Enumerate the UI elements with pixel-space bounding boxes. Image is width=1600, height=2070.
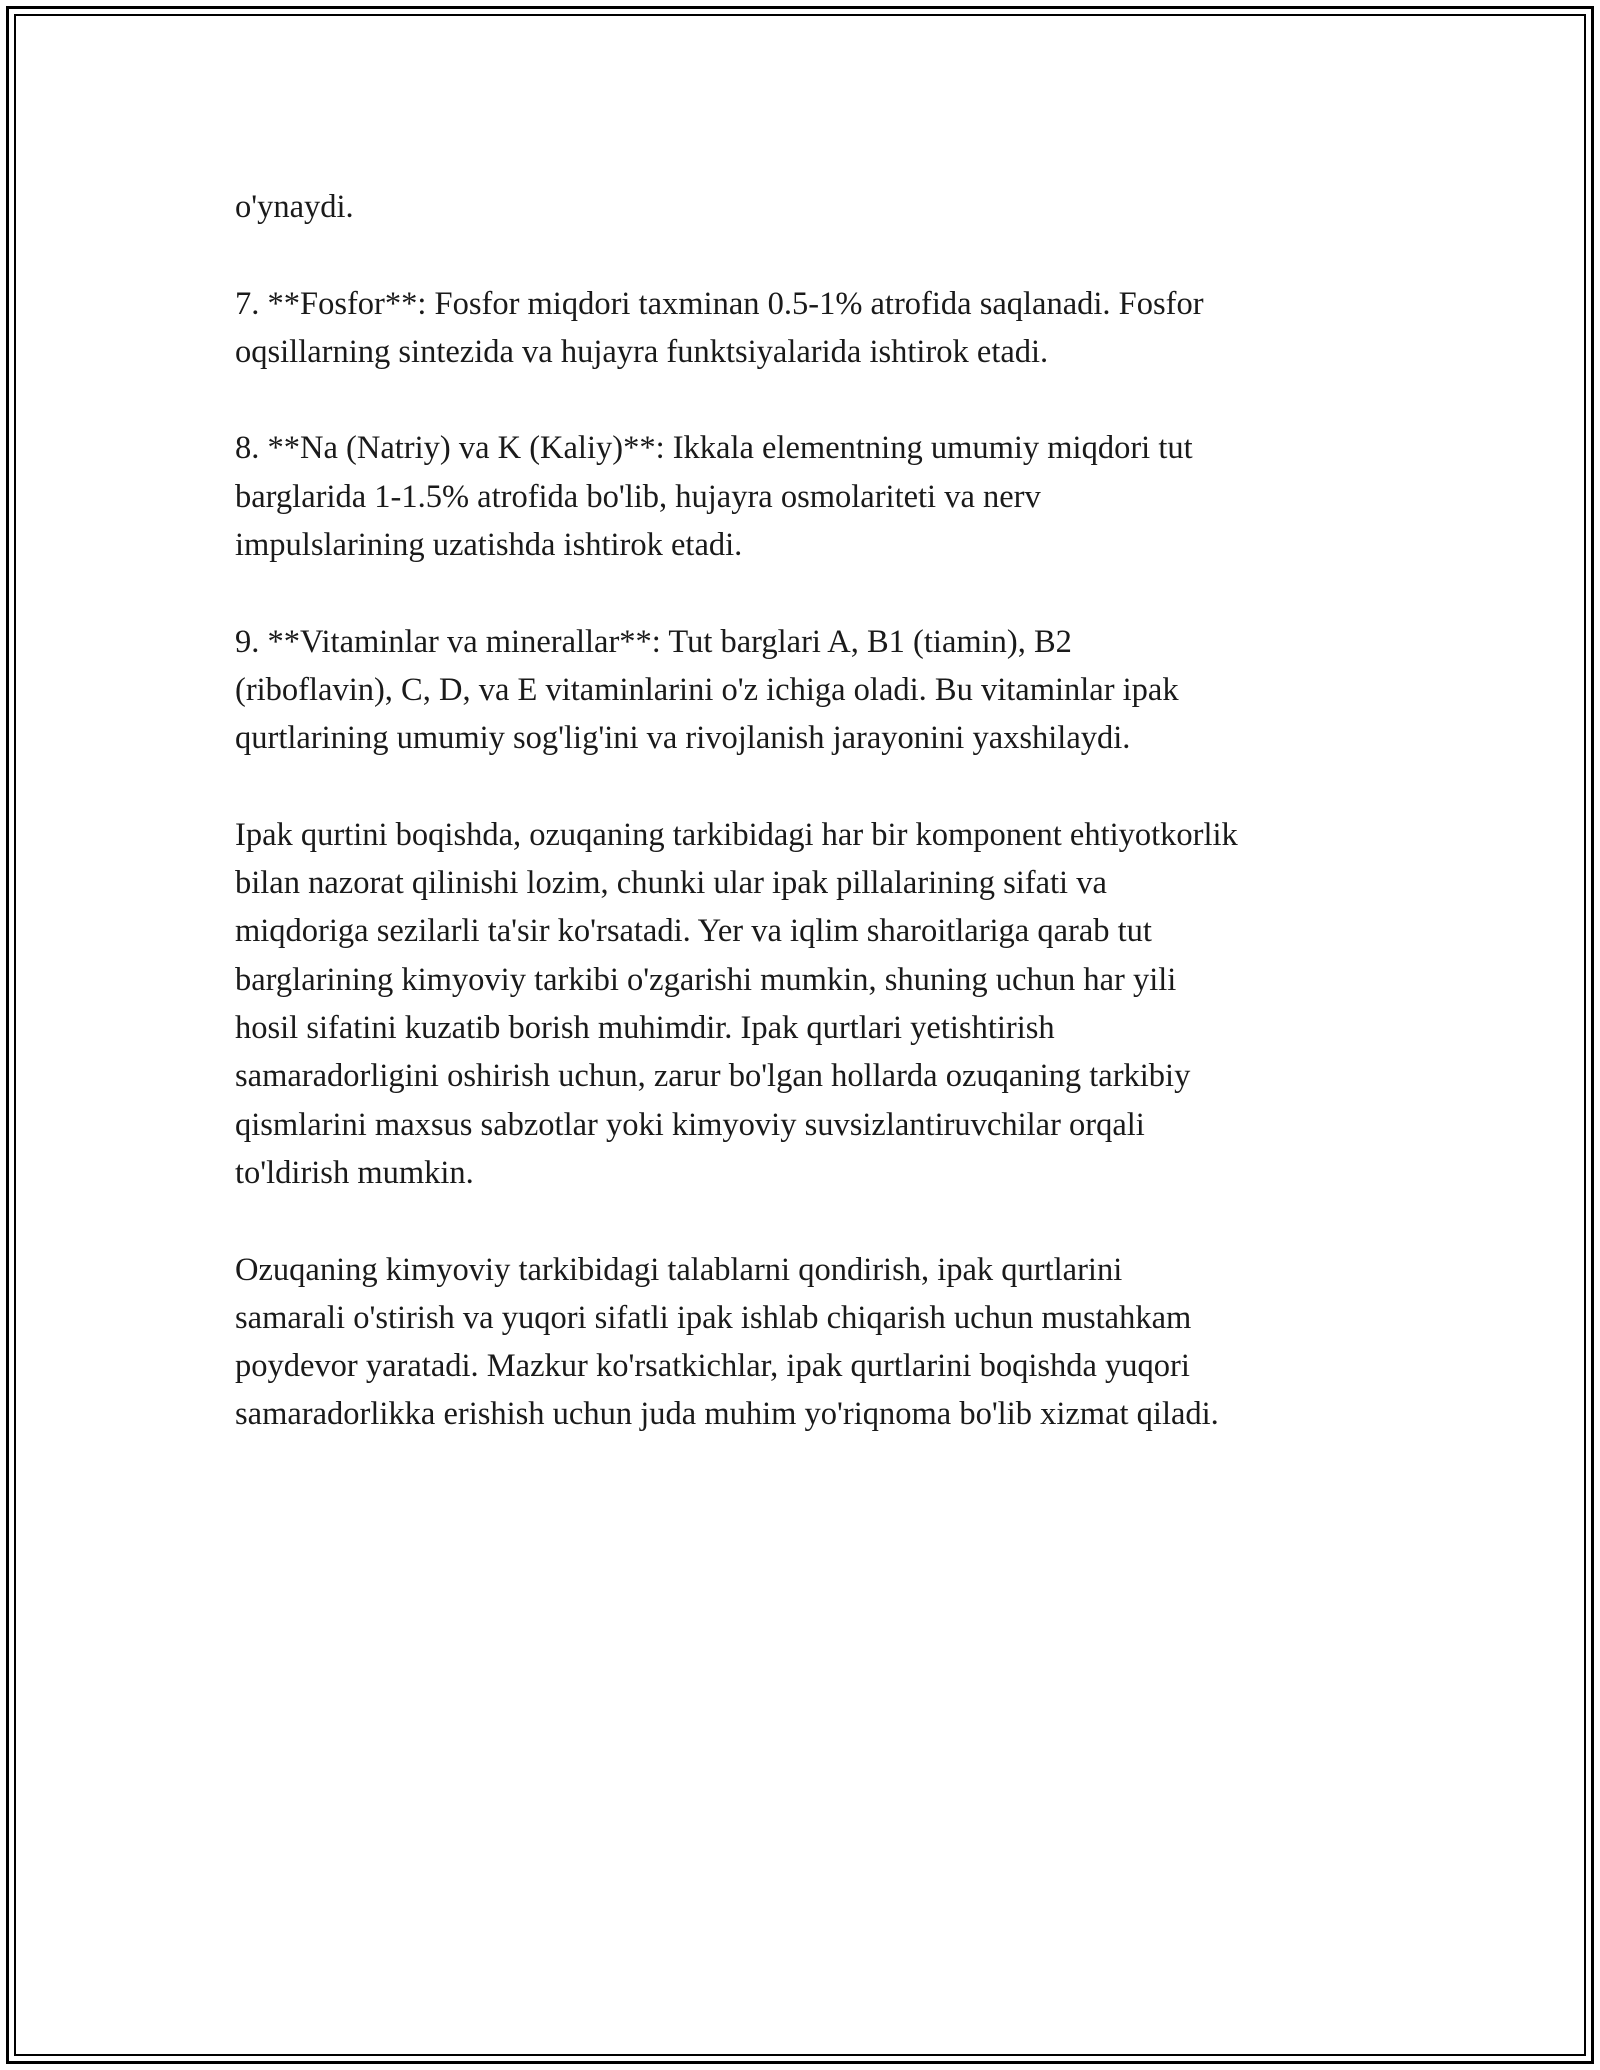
text-line: barglarida 1-1.5% atrofida bo'lib, hujayra osmolariteti va nerv [235,478,1041,515]
text-line: oqsillarning sintezida va hujayra funktsiyalarida ishtirok etadi. [235,333,1049,370]
text-line: 9. **Vitaminlar va minerallar**: Tut barglari A, B1 (tiamin), B2 [235,623,1072,660]
text-line: hosil sifatini kuzatib borish muhimdir. Ipak qurtlari yetishtirish [235,1010,1055,1047]
text-line: o'ynaydi. [235,189,354,225]
list-item-7-fosfor [235,280,1385,377]
text-line: miqdoriga sezilarli ta'sir ko'rsatadi. Yer va iqlim sharoitlariga qarab tut [235,913,1152,950]
text-line: samarali o'stirish va yuqori sifatli ipak ishlab chiqarish uchun mustahkam [235,1299,1192,1336]
text-line: qurtlarining umumiy sog'lig'ini va rivojlanish jarayonini yaxshilaydi. [235,720,1131,757]
summary-paragraph-1 [235,811,1385,1197]
text-line: poydevor yaratadi. Mazkur ko'rsatkichlar, ipak qurtlarini boqishda yuqori [235,1348,1190,1385]
text-line: barglarining kimyoviy tarkibi o'zgarishi mumkin, shuning uchun har yili [235,961,1177,998]
list-item-8-natriy-kaliy [235,424,1385,569]
text-line: (riboflavin), C, D, va E vitaminlarini o'z ichiga oladi. Bu vitaminlar ipak [235,671,1179,708]
text-line: impulslarining uzatishda ishtirok etadi. [235,527,743,564]
text-line: 8. **Na (Natriy) va K (Kaliy)**: Ikkala elementning umumiy miqdori tut [235,430,1193,467]
text-line: 7. **Fosfor**: Fosfor miqdori taxminan 0.5-1% atrofida saqlanadi. Fosfor [235,285,1204,322]
text-line: samaradorlikka erishish uchun juda muhim yo'riqnoma bo'lib xizmat qiladi. [235,1396,1219,1433]
text-line: samaradorligini oshirish uchun, zarur bo'lgan hollarda ozuqaning tarkibiy [235,1058,1191,1095]
text-line: Ipak qurtini boqishda, ozuqaning tarkibidagi har bir komponent ehtiyotkorlik [235,816,1238,853]
list-item-9-vitaminlar [235,618,1385,763]
document-body [235,183,1385,1487]
text-line: qismlarini maxsus sabzotlar yoki kimyoviy suvsizlantiruvchilar orqali [235,1106,1145,1143]
summary-paragraph-2 [235,1246,1385,1439]
text-line: to'ldirish mumkin. [235,1154,474,1191]
text-line: bilan nazorat qilinishi lozim, chunki ular ipak pillalarining sifati va [235,865,1107,902]
text-line: Ozuqaning kimyoviy tarkibidagi talablarni qondirish, ipak qurtlarini [235,1251,1123,1288]
paragraph-continuation [235,183,1385,231]
